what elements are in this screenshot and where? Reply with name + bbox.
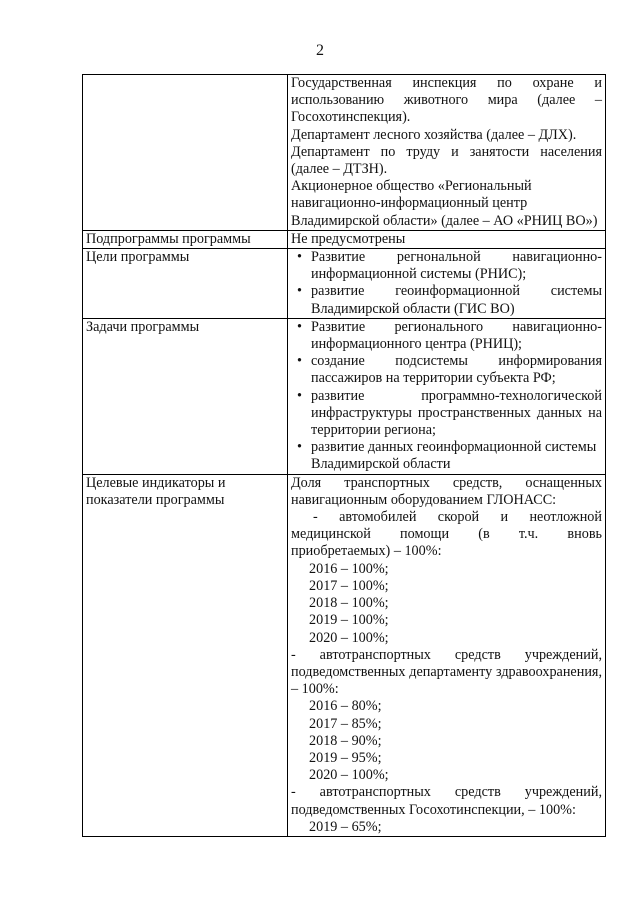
indicator-year: 2019 – 100%; xyxy=(309,612,389,629)
tasks-label: Задачи программы xyxy=(83,318,288,474)
indicator-year: 2019 – 95%; xyxy=(309,749,382,766)
bullet-icon: • xyxy=(297,387,302,404)
bullet-icon: • xyxy=(297,283,302,300)
table-row-goals xyxy=(83,249,606,319)
task-text: создание подсистемы информирования пассажиров на территории субъекта РФ; xyxy=(311,353,602,387)
indicator-year: 2018 – 90%; xyxy=(309,732,382,749)
bullet-icon: • xyxy=(297,318,302,335)
task-text: развитие данных геоинформационной системы Владимирской области xyxy=(311,439,597,473)
indicator-year: 2019 – 65%; xyxy=(309,818,382,835)
indicators-cell xyxy=(288,474,606,836)
indicator-year: 2016 – 80%; xyxy=(309,698,382,715)
indicator-group-title: - автомобилей скорой и неотложной медицинской помощи (в т.ч. вновь приобретаемых) – 100%: xyxy=(291,509,602,560)
indicators-label: Целевые индикаторы и показатели программы xyxy=(83,474,288,836)
subprograms-label: Подпрограммы программы xyxy=(83,230,288,248)
passport-table xyxy=(82,74,606,837)
goal-item xyxy=(291,283,602,317)
bullet-icon: • xyxy=(297,353,302,370)
table-row-tasks xyxy=(83,318,606,474)
task-item xyxy=(291,439,602,473)
bullet-icon: • xyxy=(297,249,302,266)
goals-label: Цели программы xyxy=(83,249,288,319)
bullet-icon: • xyxy=(297,439,302,456)
table-row-subprograms xyxy=(83,230,606,248)
table-row-indicators xyxy=(83,474,606,836)
org-item: Департамент по труду и занятости населения (далее – ДТЗН). xyxy=(291,143,602,178)
indicator-year: 2017 – 85%; xyxy=(309,715,382,732)
org-item: Департамент лесного хозяйства (далее – ДЛХ). xyxy=(291,126,577,143)
task-item xyxy=(291,388,602,440)
organizations-cell xyxy=(288,75,606,231)
task-text: развитие программно-технологической инфраструктуры пространственных данных на территории региона; xyxy=(311,387,602,439)
goal-text: развитие геоинформационной системы Владимирской области (ГИС ВО) xyxy=(311,283,602,317)
goals-cell xyxy=(288,249,606,319)
org-item: Государственная инспекция по охране и использованию животного мира (далее – Госохотинспекция). xyxy=(291,75,602,126)
table-row-organizations xyxy=(83,75,606,231)
task-item xyxy=(291,319,602,353)
indicators-intro: Доля транспортных средств, оснащенных навигационным оборудованием ГЛОНАСС: xyxy=(291,474,602,508)
indicator-year: 2016 – 100%; xyxy=(309,560,389,577)
indicator-year: 2017 – 100%; xyxy=(309,577,389,594)
subprograms-value: Не предусмотрены xyxy=(288,230,606,248)
goal-text: Развитие регнональной навигационно-информационной системы (РНИС); xyxy=(311,249,602,283)
row-label-empty xyxy=(83,75,288,231)
tasks-cell xyxy=(288,318,606,474)
indicator-group-title: - автотранспортных средств учреждений, подведомственных департаменту здравоохранения, – 100%: xyxy=(291,646,602,698)
task-text: Развитие регионального навигационно-информационного центра (РНИЦ); xyxy=(311,318,602,353)
page-number: 2 xyxy=(316,42,324,59)
goal-item xyxy=(291,249,602,283)
indicator-year: 2020 – 100%; xyxy=(309,767,389,784)
indicator-year: 2018 – 100%; xyxy=(309,595,389,612)
indicator-year: 2020 – 100%; xyxy=(309,629,389,646)
org-item: Акционерное общество «Региональный навигационно-информационный центр Владимирской области» (далее – АО «РНИЦ ВО») xyxy=(291,178,598,229)
indicator-group-title: - автотранспортных средств учреждений, подведомственных Госохотинспекции, – 100%: xyxy=(291,784,602,818)
task-item xyxy=(291,353,602,387)
